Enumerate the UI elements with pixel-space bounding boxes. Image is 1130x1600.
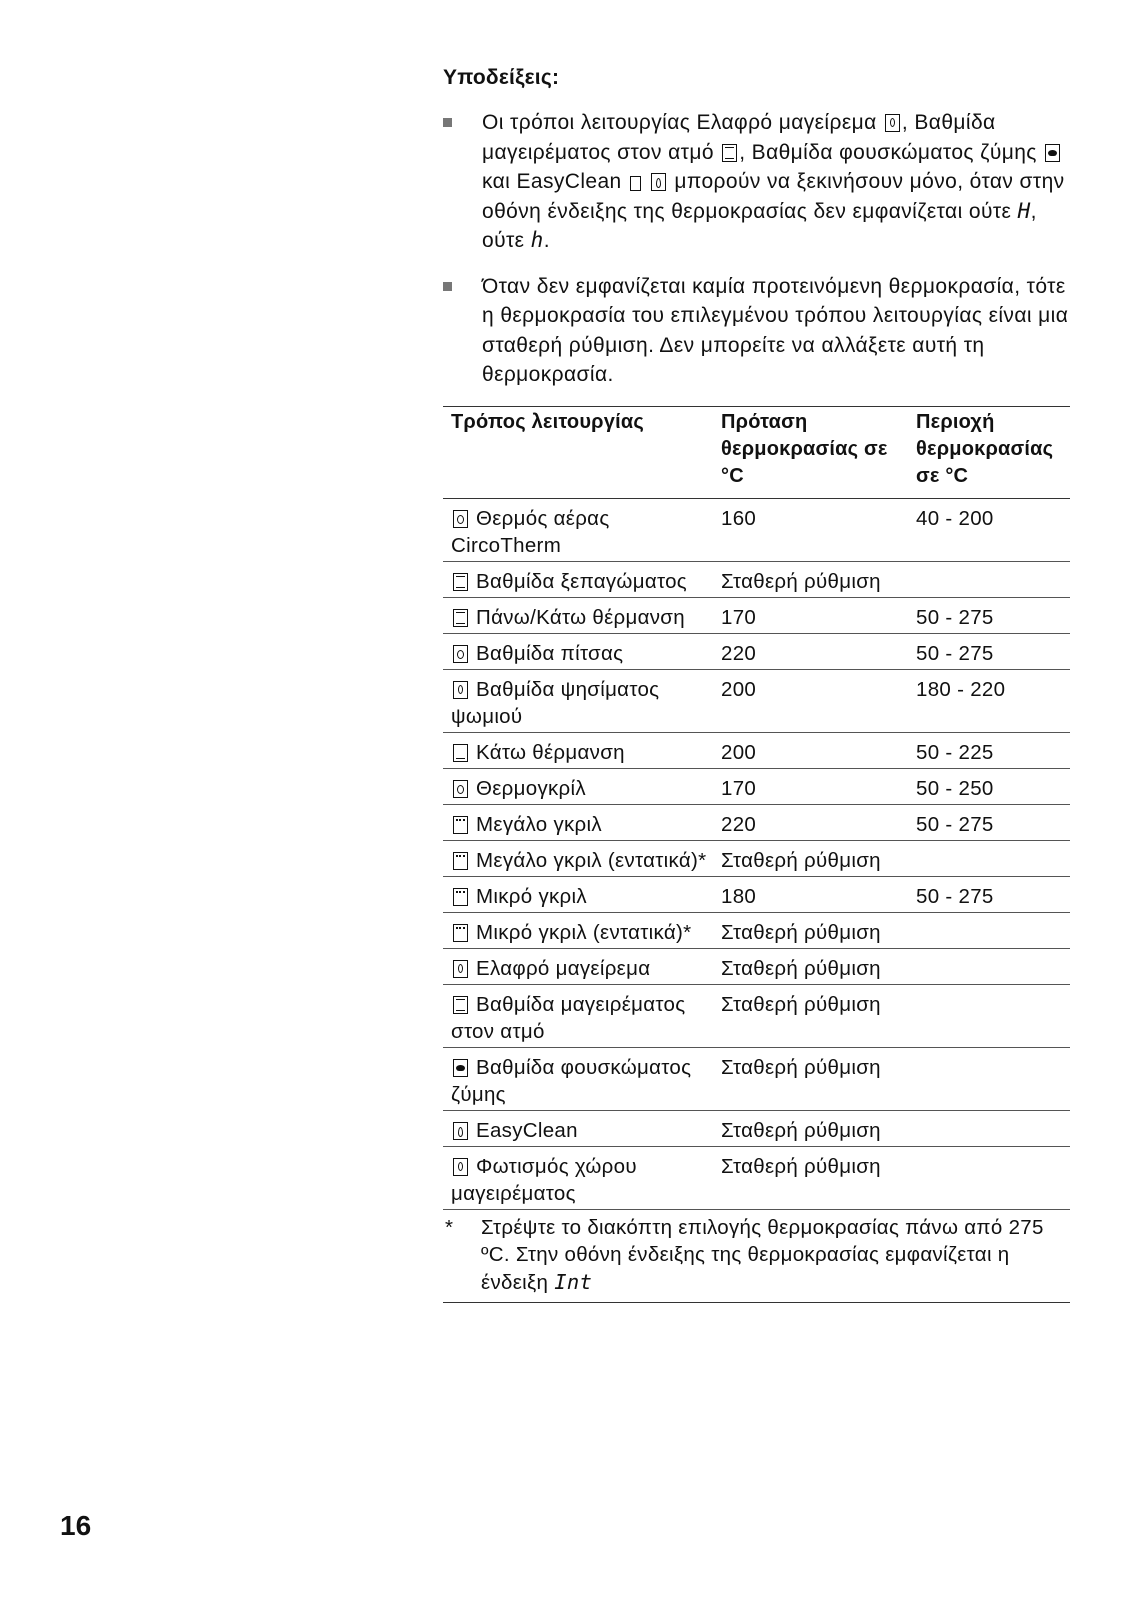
mode-cell <box>443 768 713 804</box>
registered-mark-icon <box>630 176 641 191</box>
temp-range-cell <box>908 948 1070 984</box>
suggested-temp-cell: Σταθερή ρύθμιση <box>713 1146 908 1209</box>
temp-range-cell <box>908 1146 1070 1209</box>
mode-cell <box>443 1110 713 1146</box>
display-symbol-h: h <box>530 228 544 252</box>
bullet-square-icon <box>443 118 452 127</box>
mode-cell <box>443 669 713 732</box>
mode-label: EasyClean <box>476 1118 578 1142</box>
table-row <box>443 948 1070 984</box>
mode-cell <box>443 948 713 984</box>
large-grill-icon <box>453 816 468 834</box>
mode-cell <box>443 498 713 561</box>
mode-label: Κάτω θέρμανση <box>476 740 625 764</box>
mode-cell <box>443 984 713 1047</box>
temp-range-cell <box>908 561 1070 597</box>
note-text: , Βαθμίδα μαγειρέματος στον ατμό <box>482 111 996 164</box>
suggested-temp-cell: 170 <box>713 768 908 804</box>
mode-cell <box>443 597 713 633</box>
col-header-range: Περιοχή θερμοκρασίας σε °C <box>908 406 1070 498</box>
mode-label: Ελαφρό μαγείρεμα <box>476 956 651 980</box>
small-grill-icon <box>453 888 468 906</box>
table-row <box>443 1110 1070 1146</box>
dough-icon <box>1045 144 1060 162</box>
table-row <box>443 732 1070 768</box>
bottom-heat-icon <box>453 744 468 762</box>
note-text: , ούτε <box>482 199 1037 252</box>
temp-range-cell: 180 - 220 <box>908 669 1070 732</box>
mode-cell <box>443 804 713 840</box>
mode-cell <box>443 1047 713 1110</box>
notes-section <box>443 66 1070 1303</box>
suggested-temp-cell: 220 <box>713 804 908 840</box>
mode-label: Μικρό γκριλ (εντατικά)* <box>476 920 692 944</box>
mode-cell <box>443 732 713 768</box>
temp-range-cell <box>908 984 1070 1047</box>
suggested-temp-cell: Σταθερή ρύθμιση <box>713 912 908 948</box>
steam-icon <box>453 996 468 1014</box>
temp-range-cell: 50 - 225 <box>908 732 1070 768</box>
mode-cell <box>443 633 713 669</box>
note-text: μπορούν να ξεκινήσουν μόνο, όταν στην οθόνη ένδειξης της θερμοκρασίας δεν εμφανίζεται ούτε <box>482 170 1065 223</box>
suggested-temp-cell: 170 <box>713 597 908 633</box>
col-header-mode: Τρόπος λειτουργίας <box>443 406 713 498</box>
mode-cell <box>443 912 713 948</box>
suggested-temp-cell: 180 <box>713 876 908 912</box>
temp-range-cell: 50 - 275 <box>908 597 1070 633</box>
mode-label: Βαθμίδα πίτσας <box>476 641 624 665</box>
note-text: και EasyClean <box>482 170 622 193</box>
suggested-temp-cell: Σταθερή ρύθμιση <box>713 561 908 597</box>
table-row <box>443 984 1070 1047</box>
table-row <box>443 669 1070 732</box>
note-text: . <box>543 229 550 252</box>
note-item <box>443 272 1070 390</box>
steam-icon <box>722 144 737 162</box>
slow-cook-icon <box>453 960 468 978</box>
mode-label: Μικρό γκριλ <box>476 884 587 908</box>
col-header-suggested: Πρόταση θερμοκρασίας σε °C <box>713 406 908 498</box>
temp-range-cell <box>908 840 1070 876</box>
table-row <box>443 561 1070 597</box>
temp-range-cell: 50 - 250 <box>908 768 1070 804</box>
dough-icon <box>453 1059 468 1077</box>
mode-cell <box>443 1146 713 1209</box>
note-text: Όταν δεν εμφανίζεται καμία προτεινόμενη θερμοκρασία, τότε η θερμοκρασία του επιλεγμένου τρόπου λειτουργίας είναι μια σταθερή ρύθμιση. Δεν μπορείτε να αλλάξετε αυτή τη θερμοκρασία. <box>482 274 1069 386</box>
mode-label: Βαθμίδα ξεπαγώματος <box>476 569 687 593</box>
suggested-temp-cell: 220 <box>713 633 908 669</box>
note-item <box>443 108 1070 256</box>
footnote-star: * <box>445 1215 454 1239</box>
mode-label: Πάνω/Κάτω θέρμανση <box>476 605 685 629</box>
mode-label: Φωτισμός χώρου μαγειρέματος <box>451 1154 637 1205</box>
table-row <box>443 498 1070 561</box>
suggested-temp-cell: Σταθερή ρύθμιση <box>713 948 908 984</box>
temp-range-cell: 50 - 275 <box>908 876 1070 912</box>
table-row <box>443 804 1070 840</box>
lamp-icon <box>453 1158 468 1176</box>
mode-label: Μεγάλο γκριλ <box>476 812 602 836</box>
top-bottom-heat-icon <box>453 609 468 627</box>
table-row <box>443 912 1070 948</box>
suggested-temp-cell: Σταθερή ρύθμιση <box>713 1110 908 1146</box>
large-grill-icon <box>453 852 468 870</box>
table-header-row <box>443 406 1070 498</box>
operating-modes-table <box>443 406 1070 1210</box>
temp-range-cell <box>908 1110 1070 1146</box>
mode-label: Θερμός αέρας CircoTherm <box>451 506 610 557</box>
page-number: 16 <box>60 1510 92 1541</box>
mode-label: Βαθμίδα ψησίματος ψωμιού <box>451 677 660 728</box>
temp-range-cell: 50 - 275 <box>908 633 1070 669</box>
table-row <box>443 840 1070 876</box>
notes-list <box>443 108 1070 390</box>
small-grill-icon <box>453 924 468 942</box>
drop-icon <box>453 1122 468 1140</box>
table-body <box>443 498 1070 1209</box>
defrost-icon <box>453 573 468 591</box>
footnote <box>443 1210 1070 1304</box>
slow-cook-icon <box>885 114 900 132</box>
suggested-temp-cell: 160 <box>713 498 908 561</box>
table-row <box>443 768 1070 804</box>
mode-label: Βαθμίδα μαγειρέματος στον ατμό <box>451 992 686 1043</box>
footnote-text: Στρέψτε το διακόπτη επιλογής θερμοκρασίας πάνω από 275 ºC. Στην οθόνη ένδειξης της θερμοκρασίας εμφανίζεται η ένδειξη <box>481 1215 1044 1294</box>
display-symbol-int: Int <box>554 1269 593 1294</box>
mode-label: Βαθμίδα φουσκώματος ζύμης <box>451 1055 692 1106</box>
temp-range-cell: 40 - 200 <box>908 498 1070 561</box>
pizza-icon <box>453 645 468 663</box>
table-row <box>443 1146 1070 1209</box>
temp-range-cell <box>908 1047 1070 1110</box>
display-symbol-H: H <box>1017 198 1031 223</box>
mode-label: Θερμογκρίλ <box>476 776 586 800</box>
suggested-temp-cell: Σταθερή ρύθμιση <box>713 984 908 1047</box>
table-row <box>443 1047 1070 1110</box>
mode-cell <box>443 840 713 876</box>
note-text: Οι τρόποι λειτουργίας Ελαφρό μαγείρεμα <box>482 111 877 134</box>
thermogrill-icon <box>453 780 468 798</box>
notes-heading: Υποδείξεις: <box>443 66 560 89</box>
temp-range-cell: 50 - 275 <box>908 804 1070 840</box>
fan-icon <box>453 510 468 528</box>
table-row <box>443 633 1070 669</box>
note-text: , Βαθμίδα φουσκώματος ζύμης <box>739 140 1037 164</box>
temp-range-cell <box>908 912 1070 948</box>
mode-label: Μεγάλο γκριλ (εντατικά)* <box>476 848 707 872</box>
suggested-temp-cell: Σταθερή ρύθμιση <box>713 1047 908 1110</box>
table-row <box>443 597 1070 633</box>
table-row <box>443 876 1070 912</box>
mode-cell <box>443 876 713 912</box>
suggested-temp-cell: 200 <box>713 669 908 732</box>
suggested-temp-cell: Σταθερή ρύθμιση <box>713 840 908 876</box>
drop-icon <box>651 173 666 191</box>
bread-icon <box>453 681 468 699</box>
bullet-square-icon <box>443 282 452 291</box>
mode-cell <box>443 561 713 597</box>
suggested-temp-cell: 200 <box>713 732 908 768</box>
